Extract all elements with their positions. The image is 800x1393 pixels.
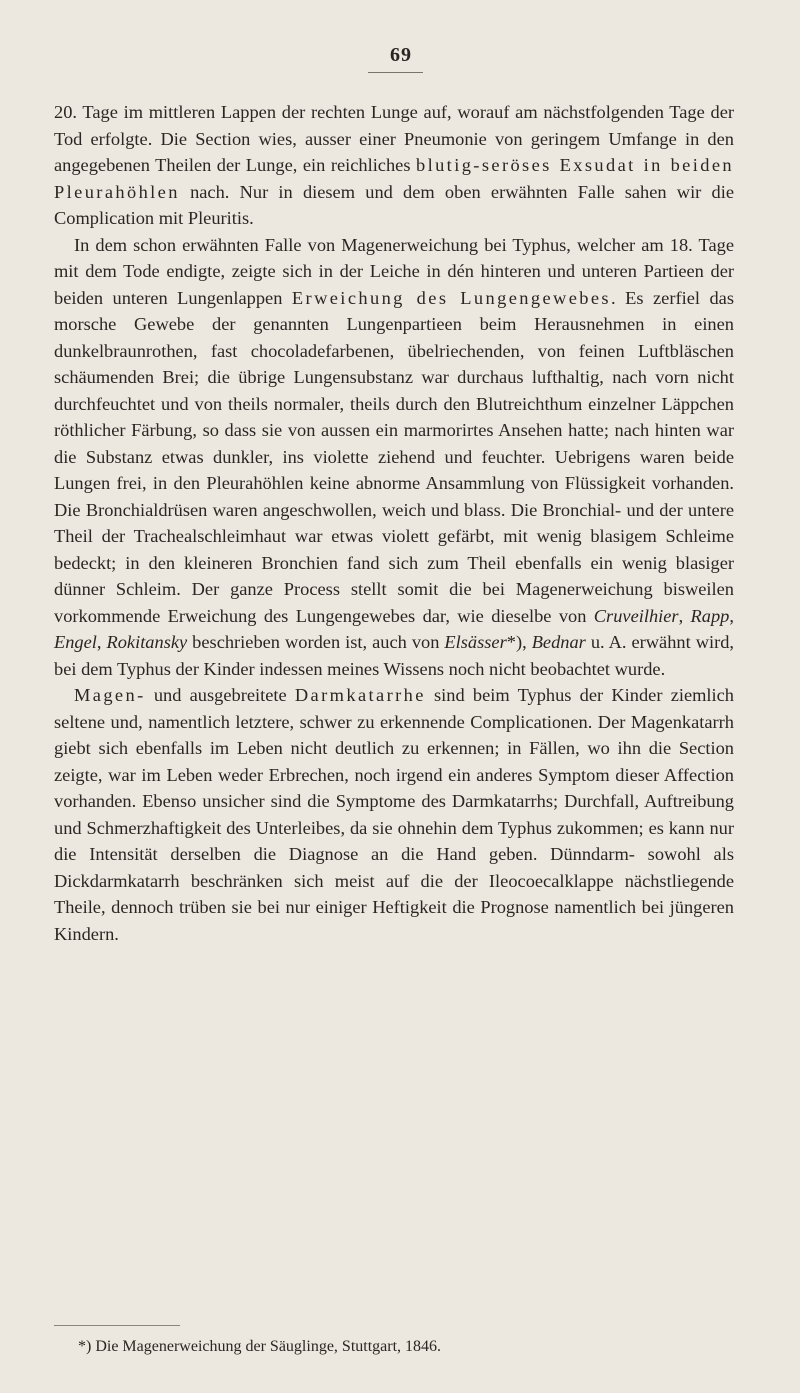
spaced-emphasis: Erweichung des Lungengewebes <box>291 287 611 308</box>
footnote: *) Die Magenerweichung der Säuglinge, Stuttgart, 1846. <box>78 1338 442 1355</box>
text-run: beschrieben worden ist, auch von <box>187 632 445 652</box>
footnote-marker: *), <box>506 632 532 652</box>
text-run: nach. Nur in diesem und dem oben erwähnten Falle sahen wir die Complication mit Pleuritis. <box>54 181 734 228</box>
author-name: Bednar <box>531 632 586 652</box>
author-name: Engel <box>54 632 97 652</box>
spaced-emphasis: blutig-seröses Exsudat in beiden Pleurahöhlen <box>54 155 734 202</box>
paragraph <box>54 232 734 683</box>
author-name: Cruveilhier <box>593 605 679 626</box>
spaced-emphasis: Magen- <box>74 685 146 705</box>
text-run: , <box>678 605 691 626</box>
footnote-rule <box>54 1325 180 1326</box>
paragraph <box>54 99 734 232</box>
author-name: Elsässer <box>444 632 507 652</box>
author-name: Rapp <box>690 605 730 626</box>
text-run: 20. Tage im mittleren Lappen der rechten Lunge auf, worauf am nächstfolgenden Tage der Tod erfolgte. Die Section wies, ausser einer Pneumonie von geringem Umfange in den angegebenen Theilen der Lunge, ein reichliches <box>54 102 734 175</box>
spaced-emphasis: Darmkatarrhe <box>294 685 426 705</box>
text-run: und ausgebreitete <box>145 685 295 705</box>
author-name: Rokitansky <box>106 632 188 652</box>
text-run: , <box>729 605 734 626</box>
body-text <box>54 99 734 947</box>
page-number: 69 <box>390 44 412 66</box>
paragraph <box>54 682 734 947</box>
page-number-rule <box>368 72 423 73</box>
text-run: . Es zerfiel das morsche Gewebe der genannten Lungenpartieen beim Herausnehmen in einen dunkelbraunrothen, fast chocoladefarbenen, übelriechenden, von feinen Luftbläschen schäumenden Brei; die übrige Lungensubstanz war durchaus lufthaltig, nach vorn nicht durchfeuchtet und von theils normaler, theils durch den Blutreichthum einzelner Läppchen röthlicher Färbung, so dass sie von aussen ein marmorirtes Ansehen hatte; nach hinten war die Substanz etwas dunkler, ins violette ziehend und feuchter. Uebrigens waren beide Lungen frei, in den Pleurahöhlen keine abnorme Ansammlung von Flüssigkeit vorhanden. Die Bronchialdrüsen waren angeschwollen, weich und blass. Die Bronchial- und der untere Theil der Trachealschleimhaut war etwas violett gefärbt, mit wenig blasigem Schleime bedeckt; in den kleineren Bronchien fand sich zum Theil ebenfalls ein wenig blasiger dünner Schleim. Der ganze Process stellt somit die bei Magenerweichung bisweilen vorkommende Erweichung des Lungengewebes dar, wie dieselbe von <box>54 287 734 626</box>
text-run: u. A. erwähnt wird, bei dem Typhus der Kinder indessen meines Wissens noch nicht beobachtet wurde. <box>54 632 735 679</box>
text-run: , <box>96 632 107 652</box>
text-run: sind beim Typhus der Kinder ziemlich seltene und, namentlich letztere, schwer zu erkennende Complicationen. Der Magenkatarrh giebt sich ebenfalls im Leben nicht deutlich zu erkennen; in Fällen, wo ihn die Section zeigte, war im Leben weder Erbrechen, noch irgend ein anderes Symptom dieser Affection vorhanden. Ebenso unsicher sind die Symptome des Darmkatarrhs; Durchfall, Auftreibung und Schmerzhaftigkeit des Unterleibes, da sie ohnehin dem Typhus zukommen; es kann nur die Intensität derselben die Diagnose an die Hand geben. Dünndarm- sowohl als Dickdarmkatarrh beschränken sich meist auf die der Ileocoecalklappe nächstliegende Theile, dennoch trüben sie bei nur einiger Heftigkeit die Prognose namentlich bei jüngeren Kindern. <box>54 685 735 944</box>
text-run: In dem schon erwähnten Falle von Magenerweichung bei Typhus, welcher am 18. Tage mit dem Tode endigte, zeigte sich in der Leiche in dén hinteren und unteren Partieen der beiden unteren Lungenlappen <box>54 234 734 308</box>
